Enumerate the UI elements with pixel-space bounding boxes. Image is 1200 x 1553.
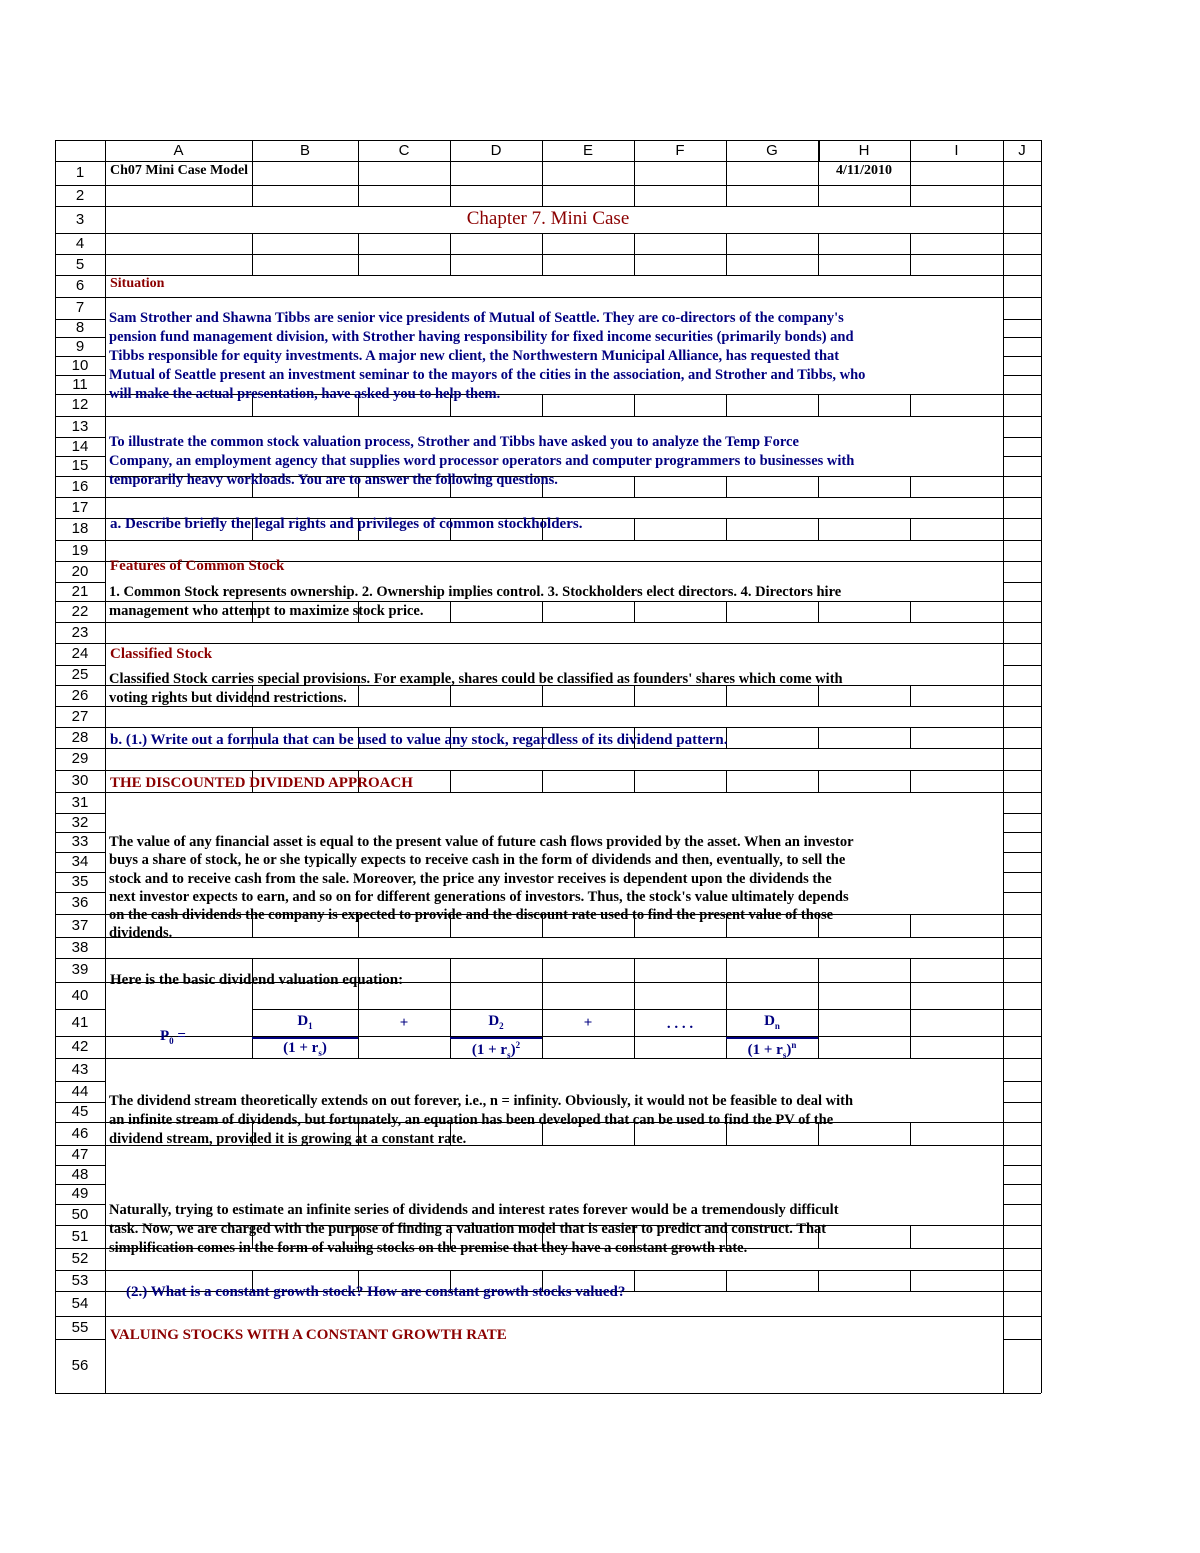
column-header-c[interactable]: C: [398, 142, 410, 159]
naturally-line: Naturally, trying to estimate an infinite series of dividends and interest rates forever would be a tremendously difficult: [109, 1202, 839, 1218]
row-header-13[interactable]: 13: [71, 418, 89, 435]
cell-h1-date: 4/11/2010: [836, 163, 893, 178]
situation-line: Tibbs responsible for equity investments. A major new client, the Northwestern Municipal Alliance, has requested that: [109, 348, 840, 364]
row-header-9[interactable]: 9: [75, 338, 85, 355]
value-line: dividends.: [109, 925, 173, 942]
features-paragraph: [109, 583, 841, 621]
denominator-1: $(1 + r_s)$: [283, 1040, 327, 1058]
row-header-41[interactable]: 41: [71, 1014, 89, 1031]
row-header-23[interactable]: 23: [71, 624, 89, 641]
merged-cell: [106, 749, 1003, 770]
row-header-2[interactable]: 2: [75, 187, 85, 204]
situation-line: will make the actual presentation, have asked you to help them.: [109, 386, 501, 402]
row-header-15[interactable]: 15: [71, 457, 89, 474]
value-line: next investor expects to earn, and so on for different generations of investors. Thus, the stock's value ultimately depends: [109, 888, 849, 905]
row-header-31[interactable]: 31: [71, 794, 89, 811]
row-header-35[interactable]: 35: [71, 873, 89, 890]
merged-cell: [106, 707, 1003, 727]
gridline: [55, 254, 1041, 255]
illustrate-line: To illustrate the common stock valuation process, Strother and Tibbs have asked you to analyze the Temp Force: [109, 434, 799, 450]
row-header-38[interactable]: 38: [71, 939, 89, 956]
gridline: [55, 233, 1041, 234]
denominator-2: $(1 + r_s)^2$: [471, 1040, 521, 1060]
naturally-paragraph: [109, 1201, 839, 1258]
value-line: stock and to receive cash from the sale. Moreover, the price any investor receives is dependent upon the dividends the: [109, 870, 832, 887]
row-header-5[interactable]: 5: [75, 256, 85, 273]
row-header-54[interactable]: 54: [71, 1295, 89, 1312]
value-line: on the cash dividends the company is expected to provide and the discount rate used to find the present value of those: [109, 907, 834, 924]
gridline: [55, 958, 1041, 959]
ellipsis: . . . .: [666, 1016, 694, 1032]
gridline: [55, 770, 1041, 771]
row-header-21[interactable]: 21: [71, 583, 89, 600]
row-header-33[interactable]: 33: [71, 833, 89, 850]
illustrate-line: Company, an employment agency that supplies word processor operators and computer programmers to businesses with: [109, 453, 855, 469]
numerator-d2: $D_2$: [488, 1013, 504, 1031]
row-header-45[interactable]: 45: [71, 1103, 89, 1120]
merged-cell: [106, 498, 1003, 518]
plus-sign-1: +: [399, 1015, 409, 1031]
column-header-f[interactable]: F: [675, 142, 685, 159]
row-header-40[interactable]: 40: [71, 987, 89, 1004]
row-header-36[interactable]: 36: [71, 894, 89, 911]
gridline: [1041, 140, 1042, 1393]
features-line: 1. Common Stock represents ownership. 2. Ownership implies control. 3. Stockholders elect directors. 4. Directors hire: [109, 584, 842, 600]
row-header-55[interactable]: 55: [71, 1319, 89, 1336]
stream-paragraph: [109, 1092, 853, 1149]
row-header-22[interactable]: 22: [71, 603, 89, 620]
fraction-bar-1: [252, 1037, 358, 1039]
column-header-b[interactable]: B: [299, 142, 310, 159]
row-header-37[interactable]: 37: [71, 917, 89, 934]
row-header-39[interactable]: 39: [71, 961, 89, 978]
ddm-heading: THE DISCOUNTED DIVIDEND APPROACH: [110, 775, 413, 791]
row-header-1[interactable]: 1: [75, 164, 85, 181]
row-header-26[interactable]: 26: [71, 687, 89, 704]
classified-heading: Classified Stock: [110, 646, 213, 662]
row-header-6[interactable]: 6: [75, 277, 85, 294]
row-header-11[interactable]: 11: [72, 376, 88, 393]
naturally-line: simplification comes in the form of valuing stocks on the premise that they have a constant growth rate.: [109, 1240, 748, 1256]
situation-line: pension fund management division, with Strother having responsibility for fixed income securities (primarily bonds) and: [109, 329, 854, 345]
row-header-43[interactable]: 43: [71, 1061, 89, 1078]
row-header-18[interactable]: 18: [71, 520, 89, 537]
situation-heading: Situation: [110, 276, 165, 291]
row-header-30[interactable]: 30: [71, 772, 89, 789]
row-header-50[interactable]: 50: [71, 1206, 89, 1223]
illustrate-paragraph: [109, 433, 854, 490]
column-header-e[interactable]: E: [582, 142, 593, 159]
gridline: [1003, 140, 1004, 1393]
numerator-dn: $D_n$: [764, 1013, 780, 1031]
row-header-7[interactable]: 7: [75, 299, 85, 316]
cell-a1: Ch07 Mini Case Model: [110, 163, 249, 178]
p0-label: $P_0$ =: [160, 1028, 186, 1046]
row-header-51[interactable]: 51: [71, 1228, 89, 1245]
basic-equation-label: Here is the basic dividend valuation equation:: [110, 972, 404, 988]
fraction-bar-n: [726, 1037, 818, 1039]
merged-cell: [106, 276, 1003, 297]
denominator-n: $(1 + r_s)^n$: [747, 1040, 797, 1060]
row-header-52[interactable]: 52: [71, 1250, 89, 1267]
row-header-19[interactable]: 19: [71, 542, 89, 559]
row-header-10[interactable]: 10: [71, 357, 89, 374]
row-header-53[interactable]: 53: [71, 1272, 89, 1289]
situation-paragraph: [109, 309, 865, 404]
value-line: The value of any financial asset is equal to the present value of future cash flows provided by the asset. When an investor: [109, 834, 854, 850]
column-header-g[interactable]: G: [766, 142, 778, 159]
row-header-17[interactable]: 17: [71, 499, 89, 516]
merged-cell: [106, 623, 1003, 643]
row-header-34[interactable]: 34: [71, 853, 89, 870]
row-header-49[interactable]: 49: [71, 1185, 89, 1202]
row-header-16[interactable]: 16: [71, 478, 89, 495]
stream-line: an infinite stream of dividends, but fortunately, an equation has been developed that can be used to find the PV of the: [109, 1112, 834, 1128]
row-header-8[interactable]: 8: [75, 319, 85, 336]
row-header-4[interactable]: 4: [75, 235, 85, 252]
gridline: [55, 727, 1041, 728]
constant-growth-heading: VALUING STOCKS WITH A CONSTANT GROWTH RATE: [110, 1327, 507, 1343]
fraction-bar-2: [450, 1037, 542, 1039]
classified-line: voting rights but dividend restrictions.: [109, 690, 347, 706]
column-header-i[interactable]: I: [954, 142, 959, 159]
question-a: a. Describe briefly the legal rights and privileges of common stockholders.: [110, 516, 583, 532]
row-header-20[interactable]: 20: [71, 563, 89, 580]
row-header-56[interactable]: 56: [71, 1357, 89, 1374]
features-heading: Features of Common Stock: [110, 558, 285, 574]
row-header-14[interactable]: 14: [71, 438, 89, 455]
row-header-29[interactable]: 29: [71, 750, 89, 767]
column-header-h[interactable]: H: [858, 142, 870, 159]
stream-line: The dividend stream theoretically extends on out forever, i.e., n = infinity. Obviously, it would not be feasible to deal with: [109, 1093, 854, 1109]
features-line: management who attempt to maximize stock price.: [109, 603, 424, 619]
page-title: Chapter 7. Mini Case: [466, 208, 630, 229]
row-header-3[interactable]: 3: [75, 211, 85, 228]
gridline: [55, 161, 1041, 162]
naturally-line: task. Now, we are charged with the purpose of finding a valuation model that is easier to predict and construct. That: [109, 1221, 827, 1237]
row-header-48[interactable]: 48: [71, 1166, 89, 1183]
row-header-44[interactable]: 44: [71, 1083, 89, 1100]
row-header-25[interactable]: 25: [71, 666, 89, 683]
column-header-d[interactable]: D: [490, 142, 502, 159]
row-header-46[interactable]: 46: [71, 1125, 89, 1142]
situation-line: Sam Strother and Shawna Tibbs are senior vice presidents of Mutual of Seattle. They are co-directors of the company's: [109, 310, 844, 326]
column-header-a[interactable]: A: [173, 142, 184, 159]
situation-line: Mutual of Seattle present an investment seminar to the mayors of the cities in the association, and Strother and Tibbs, who: [109, 367, 866, 383]
plus-sign-2: +: [583, 1015, 593, 1031]
row-header-32[interactable]: 32: [71, 814, 89, 831]
row-header-24[interactable]: 24: [71, 645, 89, 662]
row-header-42[interactable]: 42: [71, 1038, 89, 1055]
column-header-j[interactable]: J: [1018, 142, 1026, 159]
row-header-28[interactable]: 28: [71, 729, 89, 746]
gridline: [55, 1270, 1041, 1271]
row-header-47[interactable]: 47: [71, 1146, 89, 1163]
stream-line: dividend stream, provided it is growing at a constant rate.: [109, 1131, 467, 1147]
gridline: [55, 1036, 1041, 1037]
numerator-d1: $D_1$: [297, 1013, 313, 1031]
gridline: [55, 1393, 1041, 1394]
gridline: [55, 185, 1041, 186]
value-line: buys a share of stock, he or she typically expects to receive cash in the form of dividends and then, eventually, to sell the: [109, 852, 846, 869]
value-paragraph: [109, 833, 854, 943]
question-b1: b. (1.) Write out a formula that can be used to value any stock, regardless of its dividend pattern.: [110, 732, 728, 748]
classified-paragraph: [109, 670, 843, 708]
row-header-12[interactable]: 12: [71, 396, 89, 413]
classified-line: Classified Stock carries special provisions. For example, shares could be classified as founders' shares which come with: [109, 671, 843, 687]
row-header-27[interactable]: 27: [71, 708, 89, 725]
question-b2: (2.) What is a constant growth stock? How are constant growth stocks valued?: [126, 1284, 626, 1300]
illustrate-line: temporarily heavy workloads. You are to answer the following questions.: [109, 472, 558, 488]
spreadsheet: [55, 140, 1041, 1393]
